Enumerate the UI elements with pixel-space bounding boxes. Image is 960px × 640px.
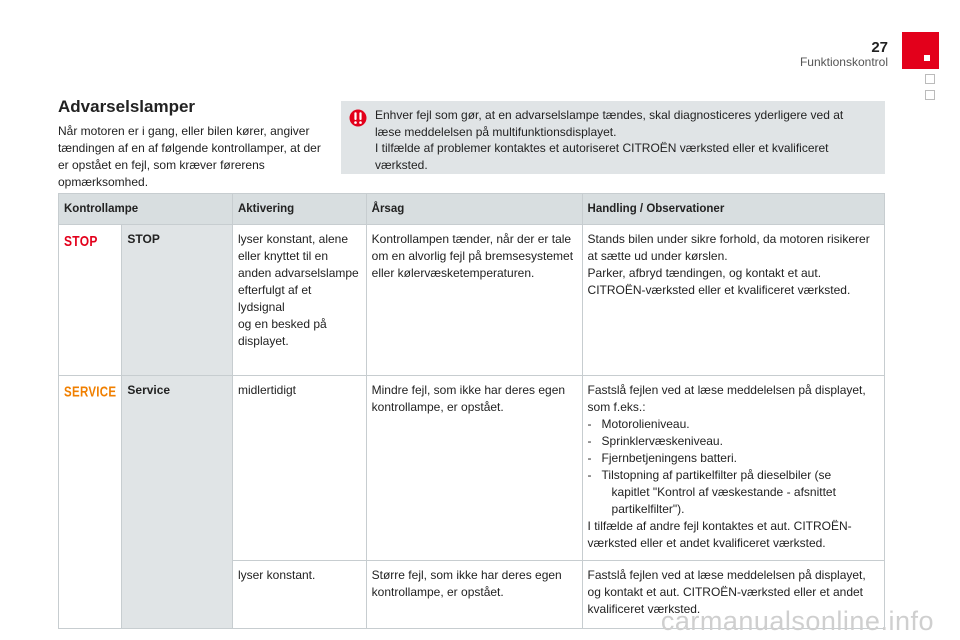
action-cell: Fastslå fejlen ved at læse meddelelsen på displayet, og kontakt et aut. CITROËN-værksted eller et andet kvalificeret værksted. [582, 561, 884, 629]
cause-cell: Større fejl, som ikke har deres egen kontrollampe, er opstået. [366, 561, 582, 629]
column-header-activation: Aktivering [232, 194, 366, 225]
list-item: - Motorolieniveau. [587, 417, 690, 431]
exclamation-icon [349, 109, 367, 127]
nav-square-2 [925, 90, 935, 100]
column-header-lamp: Kontrollampe [59, 194, 233, 225]
warning-line: I tilfælde af problemer kontaktes et autoriseret CITROËN værksted eller et kvalificeret [375, 141, 829, 155]
page-number: 27 [871, 39, 888, 56]
cause-cell: Mindre fejl, som ikke har deres egen kontrollampe, er opstået. [366, 376, 582, 561]
section-title: Advarselslamper [58, 97, 196, 116]
list-item: - Fjernbetjeningens batteri. [587, 451, 737, 465]
warning-line: Enhver fejl som gør, at en advarselslampe tændes, skal diagnosticeres yderligere ved at [375, 108, 844, 122]
warning-lamps-table [58, 193, 885, 629]
activation-cell: lyser konstant, alene eller knyttet til en anden advarselslampe efterfulgt af et lydsignal og en besked på displayet. [232, 225, 366, 376]
lamp-icon-cell [59, 225, 122, 376]
table-header-row [59, 194, 885, 225]
action-cell: Stands bilen under sikre forhold, da motoren risikerer at sætte ud under kørslen. Parker, afbryd tændingen, og kontakt et aut. CITROËN-værksted eller et kvalificeret værksted. [582, 225, 884, 376]
column-header-cause: Årsag [366, 194, 582, 225]
list-item: - Sprinklervæskeniveau. [587, 434, 723, 448]
warning-box [341, 101, 885, 174]
activation-cell: lyser konstant. [232, 561, 366, 629]
section-intro: Når motoren er i gang, eller bilen kører, angiver tændingen af en af følgende kontrollamper, at der er opstået en fejl, som kræver førerens opmærksomhed. [58, 124, 321, 189]
lamp-name: Service [122, 376, 233, 629]
table-row [59, 376, 885, 561]
chapter-tab [902, 32, 939, 69]
activation-cell: midlertidigt [232, 376, 366, 561]
lamp-icon-cell [59, 376, 122, 629]
service-lamp-icon: SERVICE [64, 385, 117, 401]
watermark: carmanualsonline.info [660, 606, 934, 636]
warning-line: værksted. [375, 157, 428, 172]
chapter-title: Funktionskontrol [799, 55, 888, 69]
nav-square-1 [925, 74, 935, 84]
stop-lamp-icon: STOP [64, 232, 98, 250]
lamp-name: STOP [122, 225, 233, 376]
list-item: - Tilstopning af partikelfilter på dieselbiler (se [587, 468, 832, 482]
tab-marker-icon [924, 55, 930, 61]
warning-line: læse meddelelsen på multifunktionsdisplayet. [375, 124, 617, 139]
column-header-action: Handling / Observationer [582, 194, 884, 225]
cause-cell: Kontrollampen tænder, når der er tale om en alvorlig fejl på bremsesystemet eller kølervæsketemperaturen. [366, 225, 582, 376]
action-cell: Fastslå fejlen ved at læse meddelelsen på displayet, som f.eks.: - Motorolieniveau. - Sprinklervæskeniveau. - Fjernbetjeningens batteri. - Tilstopning af partikelfilter på dieselbiler (se kapitlet "Kontrol af væskestande - afsnittet partikelfilter"). I tilfælde af andre fejl kontaktes et aut. CITROËN- værksted eller et andet kvalificeret værksted. [582, 376, 884, 561]
table-row [59, 225, 885, 376]
